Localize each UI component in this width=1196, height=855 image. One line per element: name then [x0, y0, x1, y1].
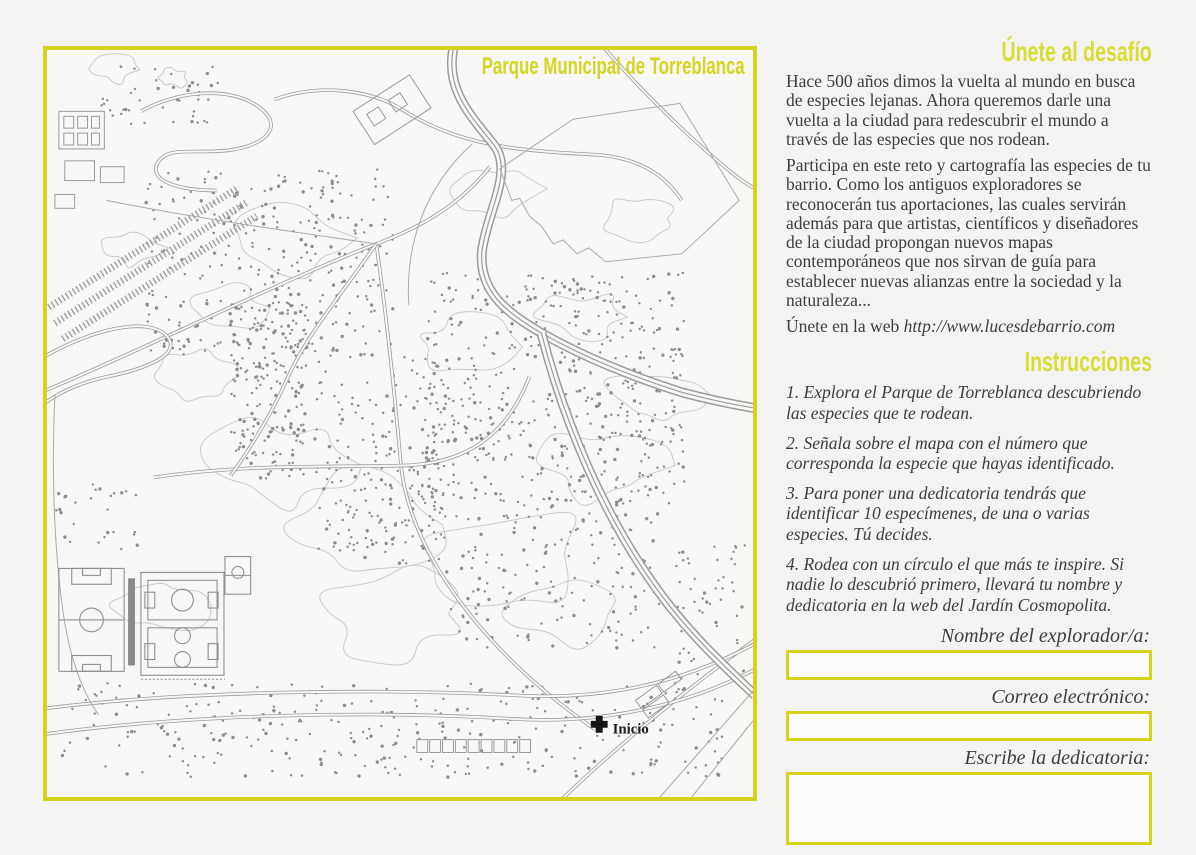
instruction-item-4: 4. Rodea con un círculo el que más te inspire. Si nadie lo descubrió primero, llevará tu nombre y dedicatoria en la web del Jardín Cosmopolita. [786, 553, 1124, 616]
challenge-paragraph-2: Participa en este reto y cartografía las especies de tu barrio. Como los antiguos exploradores se reconocerán tus aportaciones, las cuales servirán además para que artistas, científicos y diseñadores de la ciudad propongan nuevos mapas contemporáneos que nos sirvan de guía para establecer nuevas alianzas entre la sociedad y la naturaleza... [786, 155, 1151, 310]
email-input[interactable] [786, 711, 1152, 741]
info-column [786, 38, 1152, 845]
instruction-item-1: 1. Explora el Parque de Torreblanca descubriendo las especies que te rodean. [786, 382, 1142, 423]
email-label: Correo electrónico: [991, 685, 1150, 708]
challenge-heading: Únete al desafío [1001, 36, 1152, 67]
map-title: Parque Municipal de Torreblanca [482, 53, 745, 80]
instruction-item-2: 2. Señala sobre el mapa con el número que corresponda la especie que hayas identificado. [786, 432, 1115, 474]
explorer-name-input[interactable] [786, 650, 1152, 680]
explorer-form [786, 625, 1152, 845]
park-map-drawing [47, 50, 753, 797]
park-map [43, 46, 757, 801]
challenge-paragraph-1: Hace 500 años dimos la vuelta al mundo en busca de especies lejanas. Ahora queremos darle una vuelta a la ciudad para redescubrir el mundo a través de las especies que nos rodean. [786, 71, 1136, 149]
sports-fields [59, 557, 251, 680]
start-marker [591, 716, 649, 738]
dedication-label: Escribe la dedicatoria: [964, 746, 1150, 769]
dedication-textarea[interactable] [786, 772, 1152, 845]
buildings [55, 75, 431, 209]
web-url: http://www.lucesdebarrio.com [903, 316, 1116, 336]
explorer-name-label: Nombre del explorador/a: [940, 624, 1150, 647]
instructions-list [786, 382, 1152, 615]
start-marker-label: Inicio [612, 721, 649, 738]
web-prefix: Únete en la web [786, 316, 904, 336]
instructions-heading: Instrucciones [1024, 346, 1152, 378]
web-line [786, 317, 1152, 336]
instruction-item-3: 3. Para poner una dedicatoria tendrás que identificar 10 especímenes, de una o varias especies. Tú decides. [786, 482, 1090, 545]
